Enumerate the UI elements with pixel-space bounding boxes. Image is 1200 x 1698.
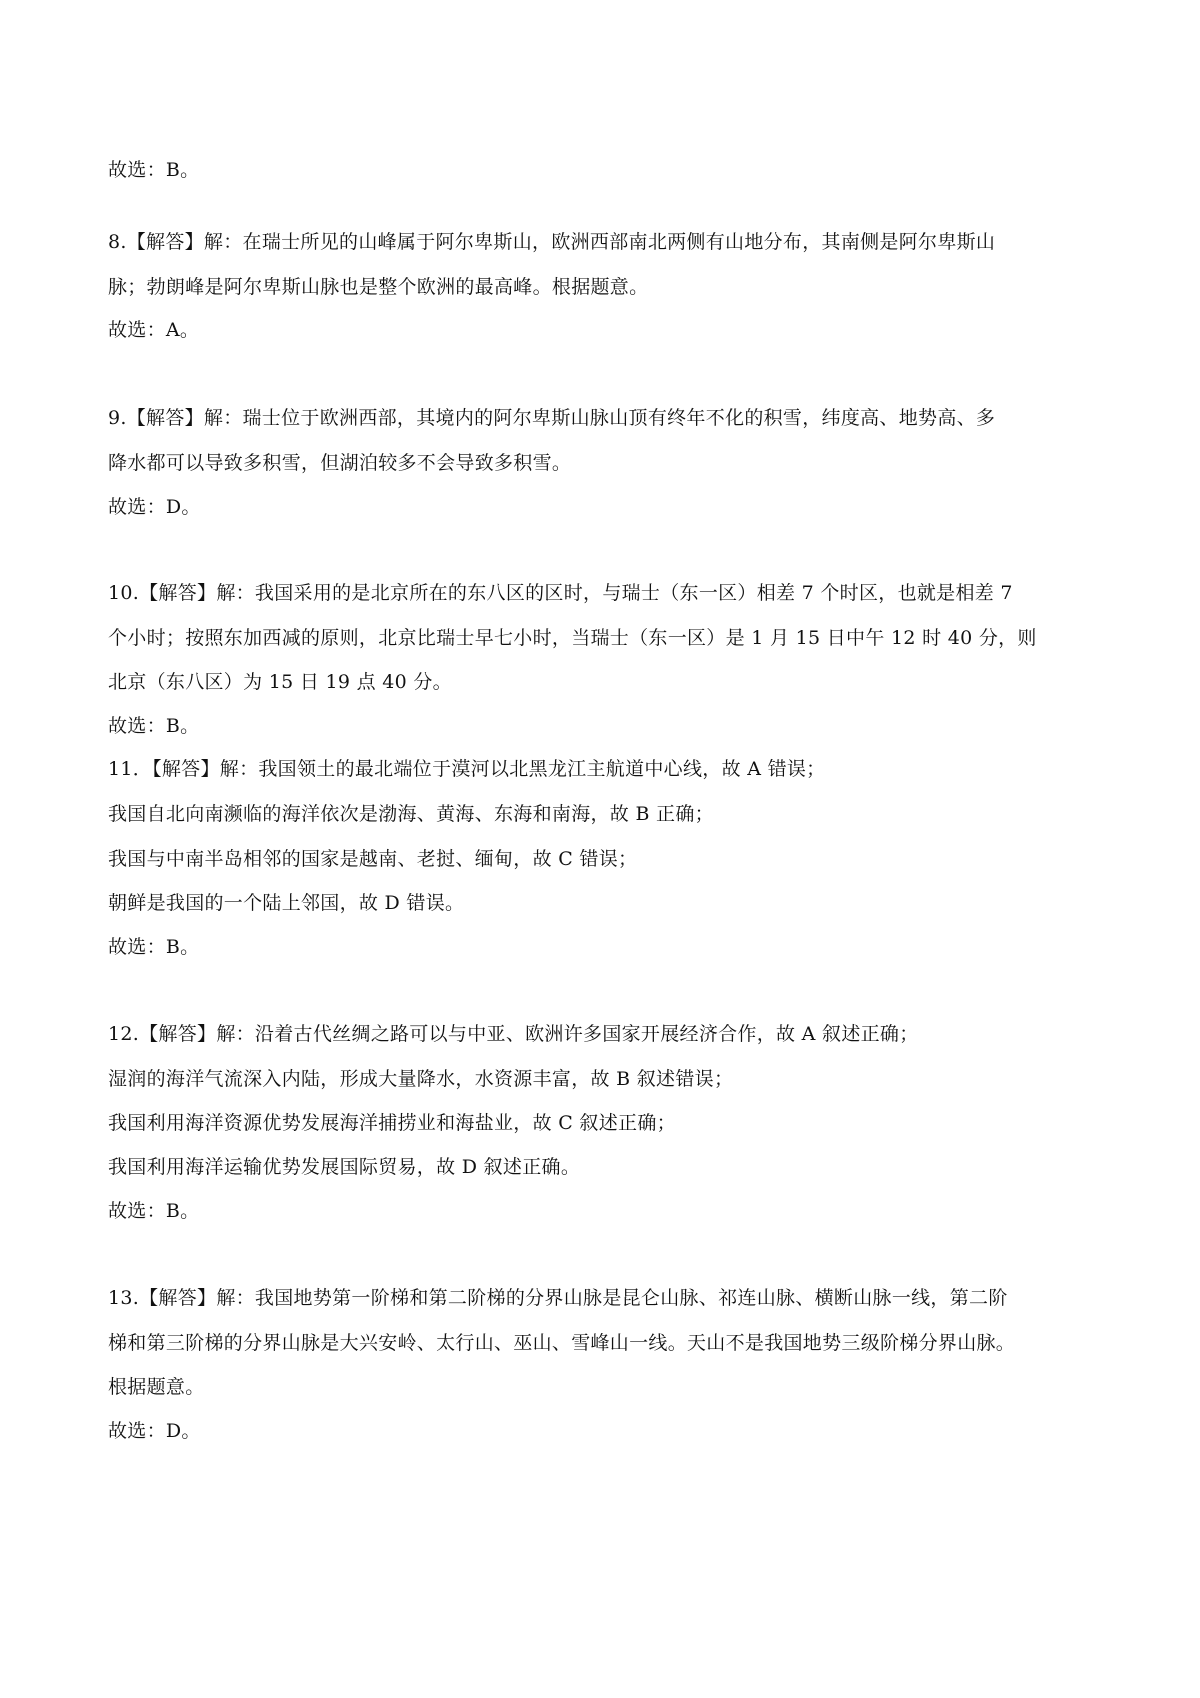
answer-line-7: 故选：B。 (108, 159, 200, 181)
answer-line-12: 故选：B。 (108, 1200, 200, 1222)
explanation-11-line-2: 我国自北向南濒临的海洋依次是渤海、黄海、东海和南海，故 B 正确； (108, 803, 714, 825)
explanation-12-line-4: 我国利用海洋运输优势发展国际贸易，故 D 叙述正确。 (108, 1156, 581, 1178)
answer-line-8: 故选：A。 (108, 319, 200, 341)
explanation-11-line-3: 我国与中南半岛相邻的国家是越南、老挝、缅甸，故 C 错误； (108, 848, 638, 870)
explanation-12-line-2: 湿润的海洋气流深入内陆，形成大量降水，水资源丰富，故 B 叙述错误； (108, 1068, 734, 1090)
explanation-9-line-2: 降水都可以导致多积雪，但湖泊较多不会导致多积雪。 (108, 452, 572, 474)
answer-line-10: 故选：B。 (108, 715, 200, 737)
answer-line-11: 故选：B。 (108, 936, 200, 958)
explanation-10-line-3: 北京（东八区）为 15 日 19 点 40 分。 (108, 671, 452, 693)
answer-line-9: 故选：D。 (108, 496, 201, 518)
explanation-13-line-3: 根据题意。 (108, 1376, 205, 1398)
explanation-10-line-1: 10.【解答】解：我国采用的是北京所在的东八区的区时，与瑞士（东一区）相差 7 个时区，也就是相差 7 (108, 582, 1013, 604)
explanation-12-line-3: 我国利用海洋资源优势发展海洋捕捞业和海盐业，故 C 叙述正确； (108, 1112, 676, 1134)
explanation-13-line-2: 梯和第三阶梯的分界山脉是大兴安岭、太行山、巫山、雪峰山一线。天山不是我国地势三级阶梯分界山脉。 (108, 1332, 1016, 1354)
explanation-8-line-1: 8.【解答】解：在瑞士所见的山峰属于阿尔卑斯山，欧洲西部南北两侧有山地分布，其南侧是阿尔卑斯山 (108, 231, 996, 253)
answer-line-13: 故选：D。 (108, 1420, 201, 1442)
explanation-9-line-1: 9.【解答】解：瑞士位于欧洲西部，其境内的阿尔卑斯山脉山顶有终年不化的积雪，纬度高、地势高、多 (108, 407, 996, 429)
explanation-8-line-2: 脉；勃朗峰是阿尔卑斯山脉也是整个欧洲的最高峰。根据题意。 (108, 276, 649, 298)
explanation-13-line-1: 13.【解答】解：我国地势第一阶梯和第二阶梯的分界山脉是昆仑山脉、祁连山脉、横断山脉一线，第二阶 (108, 1287, 1008, 1309)
explanation-11-line-1: 11．【解答】解：我国领土的最北端位于漠河以北黑龙江主航道中心线，故 A 错误； (108, 758, 826, 780)
explanation-10-line-2: 个小时；按照东加西减的原则，北京比瑞士早七小时，当瑞士（东一区）是 1 月 15 日中午 12 时 40 分，则 (108, 627, 1037, 649)
explanation-12-line-1: 12.【解答】解：沿着古代丝绸之路可以与中亚、欧洲许多国家开展经济合作，故 A 叙述正确； (108, 1023, 919, 1045)
explanation-11-line-4: 朝鲜是我国的一个陆上邻国，故 D 错误。 (108, 892, 465, 914)
